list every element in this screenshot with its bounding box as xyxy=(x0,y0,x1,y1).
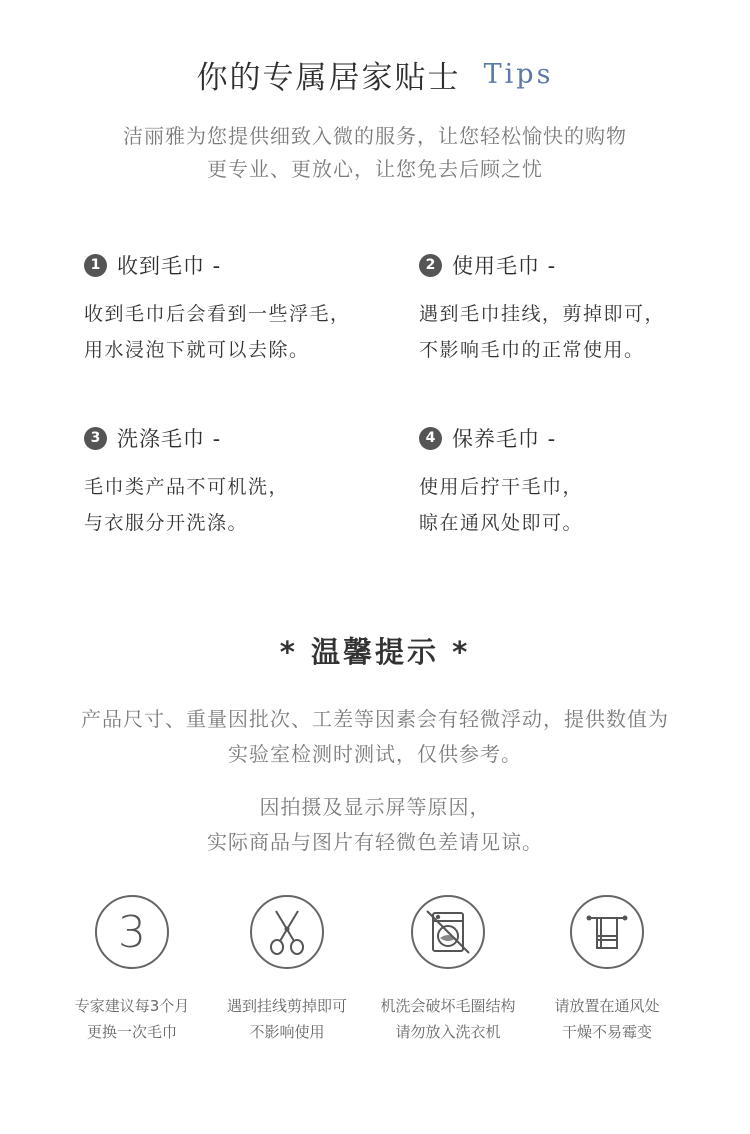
warm-tips-line: 实际商品与图片有轻微色差请见谅。 xyxy=(207,830,543,854)
icon-caption-line: 请放置在通风处 xyxy=(554,997,660,1015)
no-washing-machine-icon xyxy=(411,895,485,969)
warm-tips-line: 因拍摄及显示屏等原因， xyxy=(259,795,491,819)
warm-tips-title: * 温馨提示 * xyxy=(279,635,471,669)
tip-title: 收到毛巾 - xyxy=(117,254,222,278)
care-icon-replace xyxy=(46,895,218,1045)
page-header xyxy=(0,52,750,97)
tips-label: Tips xyxy=(483,59,554,90)
tip-number-badge: 4 xyxy=(419,427,442,450)
care-icon-hang-dry xyxy=(521,895,693,1045)
tip-number-badge: 3 xyxy=(84,427,107,450)
tip-title: 洗涤毛巾 - xyxy=(117,427,222,451)
tip-text-line: 不影响毛巾的正常使用。 xyxy=(419,339,645,361)
scissors-icon xyxy=(250,895,324,969)
page-title: 你的专属居家贴士 xyxy=(196,60,461,96)
tip-maintain-towel xyxy=(419,423,739,541)
tip-number-badge: 2 xyxy=(419,254,442,277)
icon-caption-line: 专家建议每3个月 xyxy=(74,997,190,1015)
tip-title: 使用毛巾 - xyxy=(452,254,557,278)
icon-caption-line: 机洗会破坏毛圈结构 xyxy=(380,997,516,1015)
tip-title: 保养毛巾 - xyxy=(452,427,557,451)
icon-caption-line: 干燥不易霉变 xyxy=(561,1023,652,1041)
care-icon-trim xyxy=(201,895,373,1045)
tip-text-line: 使用后拧干毛巾， xyxy=(419,476,584,498)
icon-caption-line: 遇到挂线剪掉即可 xyxy=(226,997,347,1015)
number-3-icon: 3 xyxy=(95,895,169,969)
icon-caption-line: 不影响使用 xyxy=(249,1023,325,1041)
subtitle-line-1: 洁丽雅为您提供细致入微的服务，让您轻松愉快的购物 xyxy=(123,124,627,148)
icon-caption-line: 更换一次毛巾 xyxy=(86,1023,177,1041)
care-icon-no-machine-wash xyxy=(362,895,534,1045)
tip-receive-towel xyxy=(84,250,404,368)
tip-text-line: 遇到毛巾挂线，剪掉即可， xyxy=(419,303,666,325)
tip-text-line: 与衣服分开洗涤。 xyxy=(84,512,249,534)
tip-text-line: 用水浸泡下就可以去除。 xyxy=(84,339,310,361)
icon-caption-line: 请勿放入洗衣机 xyxy=(395,1023,501,1041)
tip-number-badge: 1 xyxy=(84,254,107,277)
warm-tips-line: 实验室检测时测试，仅供参考。 xyxy=(228,742,522,766)
tip-text-line: 收到毛巾后会看到一些浮毛， xyxy=(84,303,351,325)
tip-text-line: 晾在通风处即可。 xyxy=(419,512,584,534)
warm-tips-line: 产品尺寸、重量因批次、工差等因素会有轻微浮动，提供数值为 xyxy=(81,707,669,731)
hanging-towel-icon xyxy=(570,895,644,969)
tip-wash-towel xyxy=(84,423,404,541)
tip-use-towel xyxy=(419,250,739,368)
subtitle-line-2: 更专业、更放心，让您免去后顾之忧 xyxy=(207,157,543,181)
tip-text-line: 毛巾类产品不可机洗， xyxy=(84,476,290,498)
